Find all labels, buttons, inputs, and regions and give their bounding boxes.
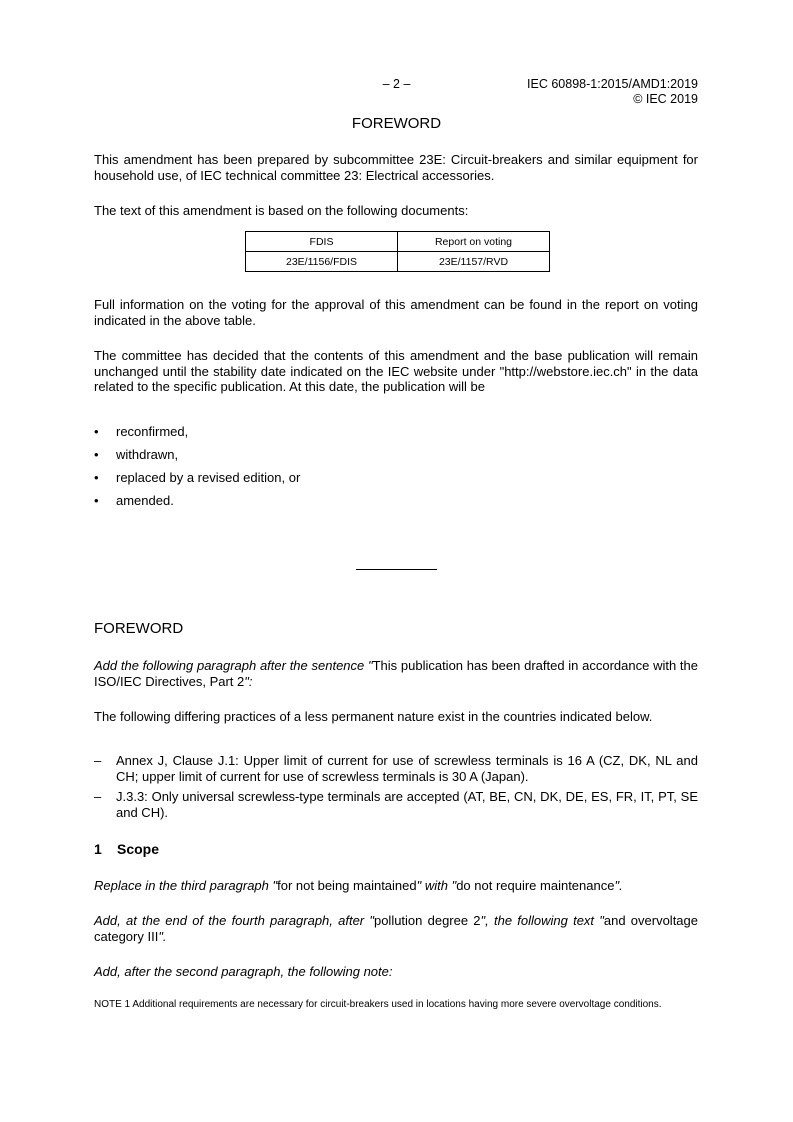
add-paragraph-instruction — [94, 658, 698, 689]
bullet-icon: • — [94, 493, 99, 508]
scope-heading — [94, 841, 159, 857]
differing-practices-list — [94, 753, 698, 820]
list-item — [94, 470, 698, 493]
document-reference — [527, 77, 698, 107]
instruction-italic: Add, after the second paragraph, the following note: — [94, 964, 393, 979]
page-number: – 2 – — [382, 77, 411, 91]
table-cell: 23E/1156/FDIS — [246, 252, 398, 272]
list-item — [94, 753, 698, 784]
list-item-text: reconfirmed, — [116, 424, 189, 439]
add-note-instruction — [94, 964, 698, 980]
table-row — [246, 252, 550, 272]
list-item-text: amended. — [116, 493, 174, 508]
bullet-icon: • — [94, 470, 99, 485]
table-header-cell: FDIS — [246, 232, 398, 252]
section-divider — [356, 569, 437, 570]
instruction-italic: " with " — [416, 878, 457, 893]
voting-information-paragraph: Full information on the voting for the approval of this amendment can be found in the report on voting indicated in the above table. — [94, 297, 698, 328]
list-item — [94, 789, 698, 820]
voting-documents-table — [245, 231, 550, 272]
clause-title: Scope — [117, 841, 160, 857]
copyright-text: © IEC 2019 — [633, 92, 698, 106]
stability-date-paragraph: The committee has decided that the contents of this amendment and the base publication will remain unchanged until the stability date indicated on the IEC website under "http://webstore.iec.ch" in the data related to the specific publication. At this date, the publication will be — [94, 348, 698, 394]
instruction-italic: Replace in the third paragraph " — [94, 878, 278, 893]
list-item — [94, 493, 698, 516]
publication-outcome-list — [94, 424, 698, 516]
table-header-row — [246, 232, 550, 252]
instruction-quoted-text: for not being maintained — [277, 878, 417, 893]
instruction-italic: Add the following paragraph after the sentence " — [94, 658, 373, 673]
instruction-italic: ". — [614, 878, 623, 893]
differing-practices-paragraph: The following differing practices of a less permanent nature exist in the countries indicated below. — [94, 709, 653, 724]
based-on-documents-paragraph: The text of this amendment is based on the following documents: — [94, 203, 469, 218]
amendment-prepared-paragraph: This amendment has been prepared by subcommittee 23E: Circuit-breakers and similar equipment for household use, of IEC technical committee 23: Electrical accessories. — [94, 152, 698, 183]
bullet-icon: • — [94, 447, 99, 462]
add-text-instruction — [94, 913, 698, 944]
note-1: NOTE 1 Additional requirements are necessary for circuit-breakers used in locations having more severe overvoltage conditions. — [94, 999, 662, 1010]
bullet-icon: • — [94, 424, 99, 439]
instruction-quoted-text: and overvoltage category III — [94, 913, 698, 944]
table-cell: 23E/1157/RVD — [398, 252, 550, 272]
replace-instruction — [94, 878, 698, 894]
instruction-italic: ". — [158, 928, 167, 944]
foreword-title: FOREWORD — [351, 115, 442, 132]
dash-icon: – — [94, 753, 102, 768]
list-item-text: Annex J, Clause J.1: Upper limit of current for use of screwless terminals is 16 A (CZ, DK, NL and CH; upper limit of current for use of screwless terminals is 30 A (Japan). — [116, 753, 698, 784]
clause-number: 1 — [94, 841, 102, 857]
instruction-quoted-text: do not require maintenance — [456, 878, 615, 893]
instruction-italic: Add, at the end of the fourth paragraph, after " — [94, 913, 374, 928]
list-item-text: replaced by a revised edition, or — [116, 470, 301, 485]
instruction-quoted-text: This publication has been drafted in accordance with the ISO/IEC Directives, Part 2 — [94, 658, 698, 689]
instruction-italic: ", the following text " — [480, 913, 604, 928]
table-header-cell: Report on voting — [398, 232, 550, 252]
list-item — [94, 447, 698, 470]
list-item-text: J.3.3: Only universal screwless-type terminals are accepted (AT, BE, CN, DK, DE, ES, FR, IT, PT, SE and CH). — [116, 789, 698, 820]
dash-icon: – — [94, 789, 102, 804]
list-item-text: withdrawn, — [116, 447, 179, 462]
foreword-amendment-title: FOREWORD — [94, 620, 184, 637]
instruction-quoted-text: pollution degree 2 — [373, 913, 481, 928]
list-item — [94, 424, 698, 447]
instruction-italic-end: ": — [244, 673, 253, 689]
doc-ref-text: IEC 60898-1:2015/AMD1:2019 — [527, 77, 698, 91]
